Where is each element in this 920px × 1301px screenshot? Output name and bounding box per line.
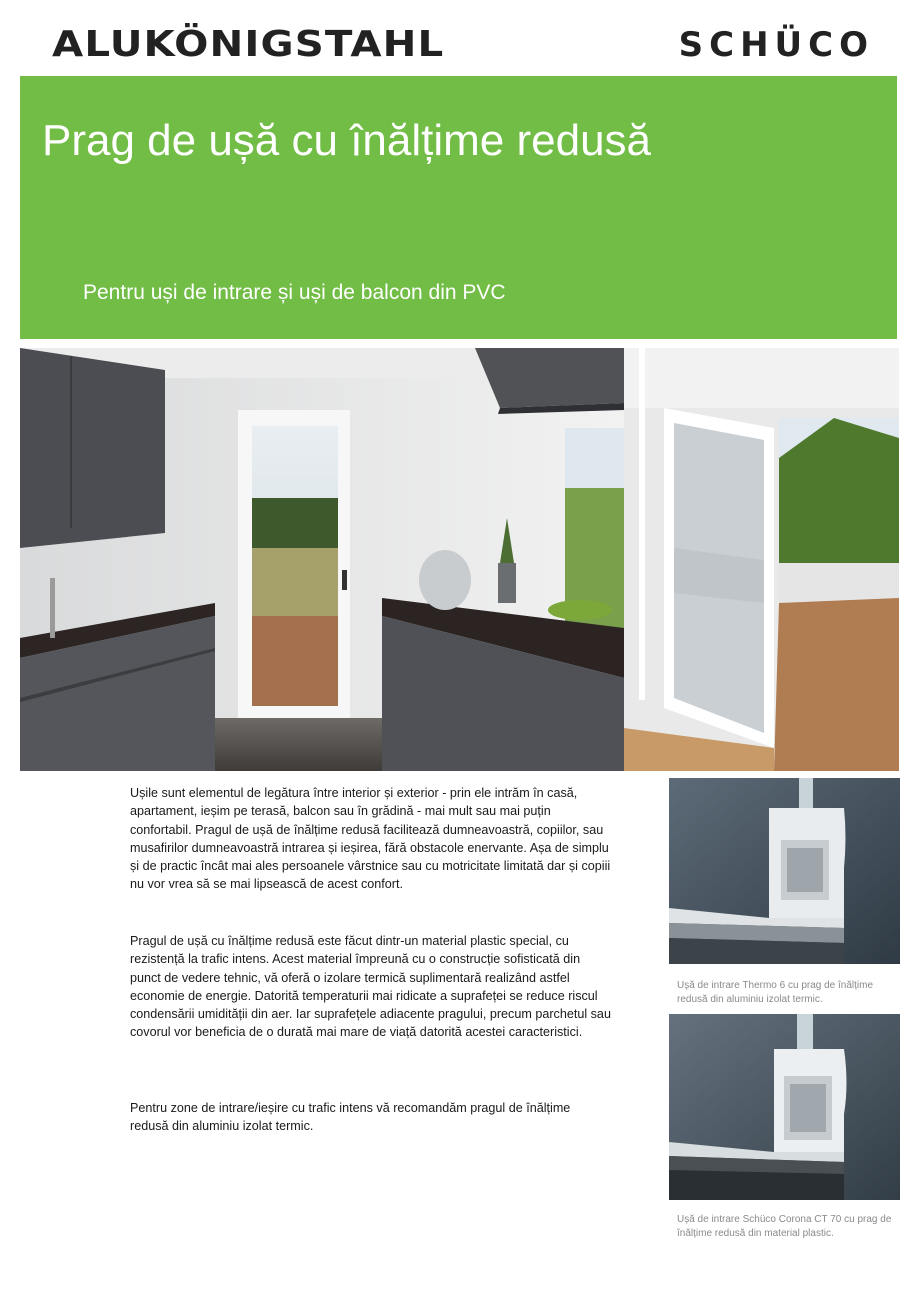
page-title: Prag de ușă cu înălțime redusă <box>42 116 652 165</box>
intro-paragraph: Ușile sunt elementul de legătura între interior și exterior - prin ele intrăm în casă, apartament, ieșim pe terasă, balcon sau în grădină - mai mult sau mai puțin confortabil. Pragul de ușă de înălțime redusă facilitează dumneavoastră, copiilor, sau musafirilor dumneavoastră intrarea și ieșirea, fără obstacole enervante. Așa de simplu și de practic încât mai ales persoanele vârstnice sau cu motricitate limitată dar și copiii nu vor vrea să se mai lipsească de acest confort. <box>130 786 611 892</box>
alukonigstahl-logo: ALUKÖNIGSTAHL <box>52 24 445 65</box>
balcony-door-photo <box>624 348 899 771</box>
profile-caption-1: Ușă de intrare Thermo 6 cu prag de înălțime redusă din aluminiu izolat termic. <box>677 980 874 1005</box>
material-paragraph: Pragul de ușă cu înălțime redusă este făcut dintr-un material plastic special, cu rezistență la trafic intens. Acest material împreună cu o construcție sofisticată din punct de vedere tehnic, vă oferă o izolare termică suplimentară realizând astfel economie de energie. Datorită temperaturii mai ridicate a suprafeței se reduce riscul condensării umidității din aer. Iar suprafețele adiacente pragului, precum parchetul sau covorul vor beneficia de o durată mai mare de viață datorită acestei caracteristici. <box>130 934 611 1040</box>
kitchen-door-photo <box>20 348 624 771</box>
page-subtitle: Pentru uși de intrare și uși de balcon din PVC <box>83 281 506 304</box>
profile-caption-2: Ușă de intrare Schüco Corona CT 70 cu prag de înălțime redusă din material plastic. <box>677 1214 892 1239</box>
thermo6-profile-image <box>669 778 900 964</box>
recommendation-paragraph: Pentru zone de intrare/ieșire cu trafic intens vă recomandăm pragul de înălțime redusă din aluminiu izolat termic. <box>130 1101 571 1134</box>
title-banner <box>20 76 897 339</box>
corona-ct70-profile-image <box>669 1014 900 1200</box>
schuco-logo: SCHÜCO <box>678 25 874 65</box>
